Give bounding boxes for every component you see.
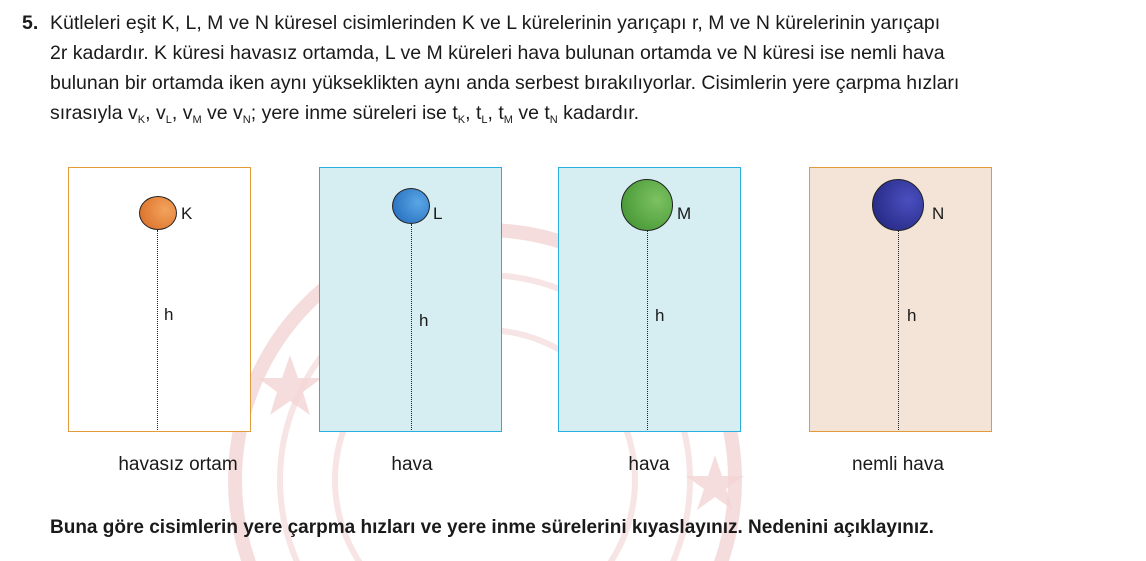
final-question: Buna göre cisimlerin yere çarpma hızları ve yere inme sürelerini kıyaslayınız. Nedenini açıklayınız. (50, 517, 934, 538)
question-text (50, 8, 1132, 135)
question-line-4: sırasıyla $v_K$, $v_L$, $v_M$ ve $v_N$; yere inme süreleri ise $t_K$, $t_L$, $t_M$ ve $t_N$ kadardır. (50, 102, 640, 126)
question-line: 2r kadardır. K küresi havasız ortamda, L ve M küreleri hava bulunan ortamda ve N küresi ise nemli hava (50, 42, 945, 64)
panel-vacuum (68, 167, 251, 432)
height-label-k: h (164, 305, 174, 324)
height-label-l: h (419, 311, 429, 330)
question-block (22, 8, 1132, 135)
ball-m (621, 179, 673, 231)
height-line-k (157, 230, 158, 430)
ball-label-k: K (181, 204, 193, 223)
question-line: Kütleleri eşit K, L, M ve N küresel cisimlerinden K ve L kürelerinin yarıçapı r, M ve N kürelerinin yarıçapı (50, 12, 941, 34)
ball-label-n: N (932, 204, 945, 223)
panel-air-m (558, 167, 741, 432)
question-line: bulunan bir ortamda iken aynı yükseklikten aynı anda serbest bırakılıyorlar. Cisimlerin yere çarpma hızları (50, 72, 960, 94)
ball-n (872, 179, 924, 231)
ball-label-l: L (433, 204, 443, 223)
env-label-air-l: hava (391, 454, 433, 475)
height-line-l (411, 224, 412, 430)
env-label-air-m: hava (628, 454, 670, 475)
ball-k (139, 196, 177, 230)
ball-label-m: M (677, 204, 692, 223)
env-label-humid: nemli hava (852, 454, 944, 475)
height-label-m: h (655, 306, 665, 325)
panel-air-l (319, 167, 502, 432)
question-number: 5. (22, 12, 39, 34)
ball-l (392, 188, 430, 224)
panel-humid-air (809, 167, 992, 432)
height-line-m (647, 231, 648, 430)
height-line-n (898, 231, 899, 430)
height-label-n: h (907, 306, 917, 325)
env-label-vacuum: havasız ortam (118, 454, 238, 475)
